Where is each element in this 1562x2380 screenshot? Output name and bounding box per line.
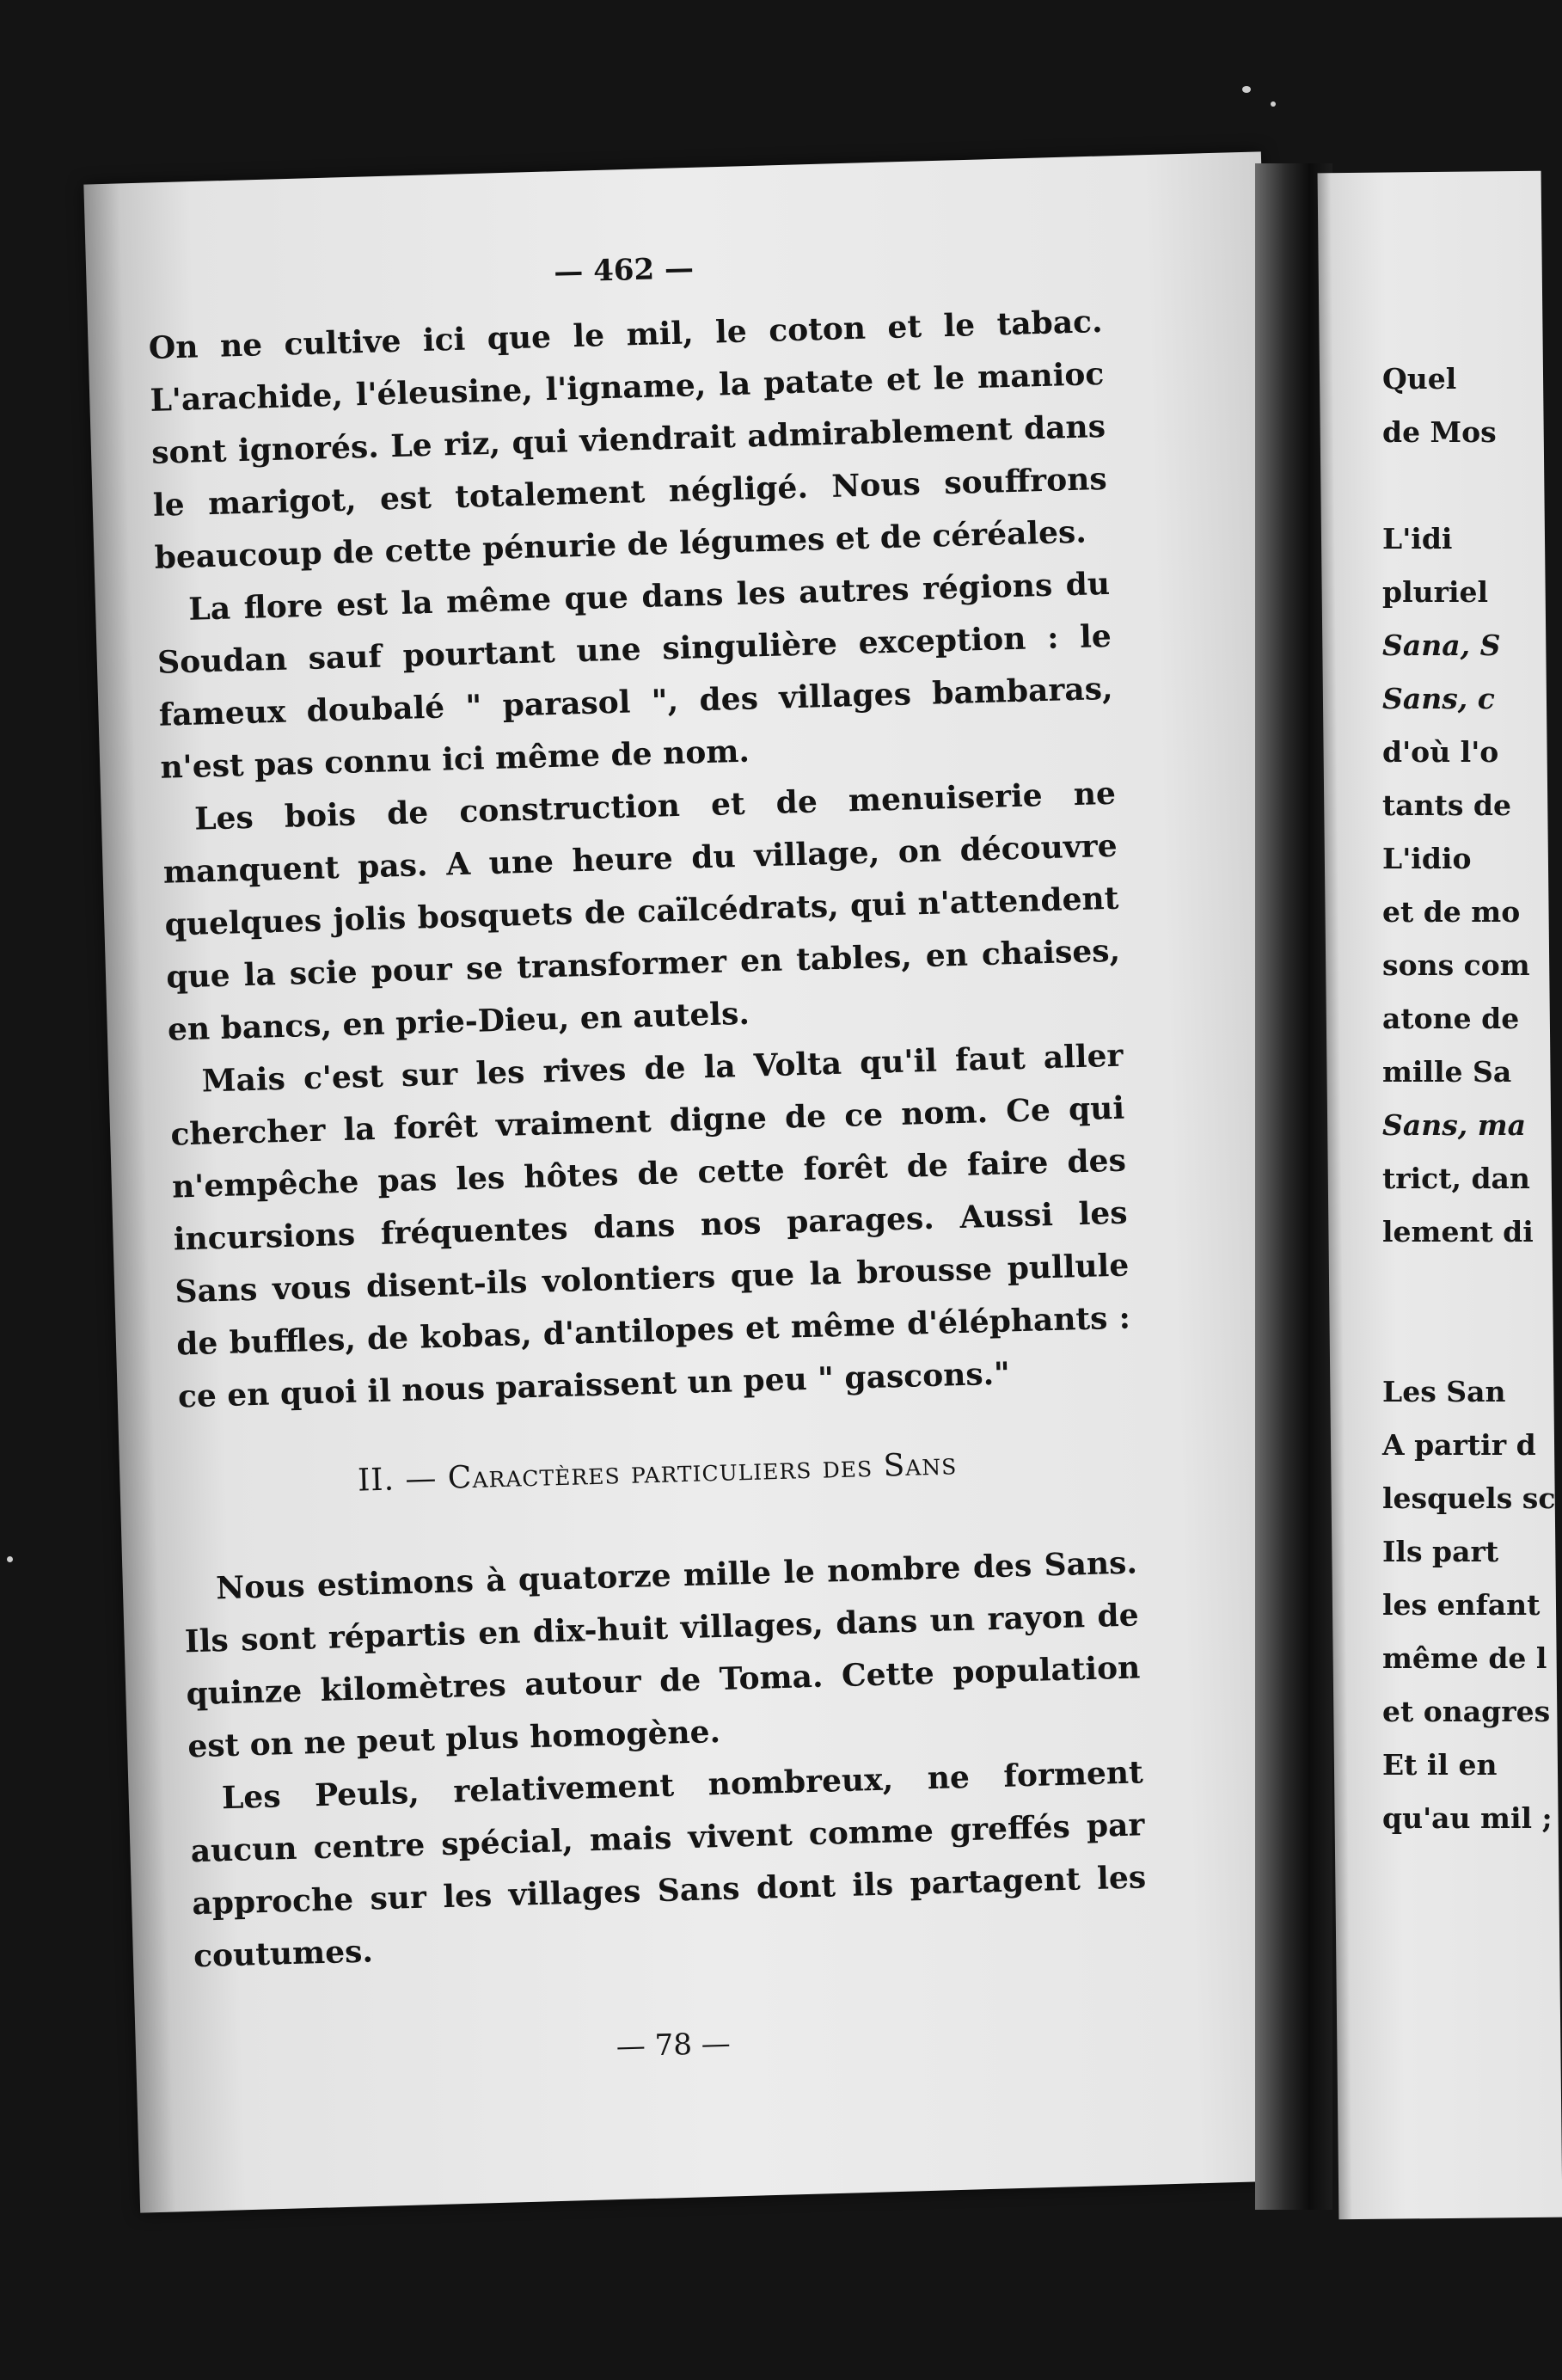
dust-speck (1242, 86, 1251, 93)
right-line: d'où l'o (1382, 735, 1499, 769)
paragraph: La flore est la même que dans les autres régions du Soudan sauf pourtant une singulière exception : le fameux doubalé " parasol ", des villages bambaras, n'est pas connu ici même de nom. (156, 565, 1114, 786)
right-line: et onagres (1382, 1695, 1551, 1728)
right-line: les enfant (1382, 1588, 1541, 1622)
right-line: Sana, S (1382, 629, 1501, 662)
right-line: mille Sa (1382, 1055, 1512, 1089)
right-line: Quel (1382, 362, 1457, 396)
right-line: Ils part (1382, 1535, 1499, 1568)
right-line: Et il en (1382, 1748, 1498, 1782)
paragraph: Les bois de construction et de menuiserie ne manquent pas. A une heure du village, on découvre quelques jolis bosquets de caïlcédrats, qui n'attendent que la scie pour se transformer en tables, en chaises, en bancs, en prie-Dieu, en autels. (162, 775, 1121, 1048)
page-number-top: — 462 — (553, 251, 695, 290)
right-line: tants de (1382, 788, 1511, 822)
left-page-text (146, 231, 1151, 2085)
spacer (1382, 1312, 1554, 1365)
paragraph: Nous estimons à quatorze mille le nombre des Sans. Ils sont répartis en dix-huit villages, dans un rayon de quinze kilomètres autour de Toma. Cette population est on ne peut plus homogène. (184, 1544, 1141, 1765)
right-line: sons com (1382, 948, 1530, 982)
right-line: atone de (1382, 1002, 1520, 1035)
right-line: L'idi (1382, 522, 1453, 555)
right-line: L'idio (1382, 842, 1472, 875)
page-number-bottom: — 78 — (616, 2026, 732, 2064)
right-page-text (1382, 353, 1554, 1845)
paragraph: Mais c'est sur les rives de la Volta qu'il faut aller chercher la forêt vraiment digne de ce nom. Ce qui n'empêche pas les hôtes de cette forêt de faire des incursions fréquentes dans nos parages. Aussi les Sans vous disent-ils volontiers que la brousse pullule de buffles, de kobas, d'antilopes et même d'éléphants : ce en quoi il nous paraissent un peu " gascons." (169, 1037, 1131, 1415)
right-line: Les San (1382, 1375, 1506, 1408)
right-line: lesquels sc (1382, 1481, 1556, 1515)
right-line: qu'au mil ; (1382, 1801, 1553, 1835)
dust-speck (1271, 101, 1276, 107)
dust-speck (7, 1556, 13, 1562)
right-line: pluriel (1382, 575, 1489, 609)
right-line: A partir d (1382, 1428, 1536, 1462)
right-line: Sans, ma (1382, 1108, 1527, 1142)
right-line: et de mo (1382, 895, 1521, 929)
spacer (1382, 459, 1554, 512)
paragraph: On ne cultive ici que le mil, le coton et le tabac. L'arachide, l'éleusine, l'igname, la patate et le manioc sont ignorés. Le riz, qui viendrait admirablement dans le marigot, est totalement négligé. Nous souffrons beaucoup de cette pénurie de légumes et de céréales. (148, 303, 1108, 576)
right-line: trict, dan (1382, 1162, 1530, 1195)
right-line: même de l (1382, 1641, 1547, 1675)
right-line: de Mos (1382, 415, 1497, 449)
paragraph: Les Peuls, relativement nombreux, ne forment aucun centre spécial, mais vivent comme greffés par approche sur les villages Sans dont ils partagent les coutumes. (190, 1754, 1147, 1975)
right-line: lement di (1382, 1215, 1534, 1248)
right-line: Sans, c (1382, 682, 1495, 715)
section-heading: II. — Caractères particuliers des Sans (357, 1446, 958, 1499)
spacer (1382, 1259, 1554, 1312)
